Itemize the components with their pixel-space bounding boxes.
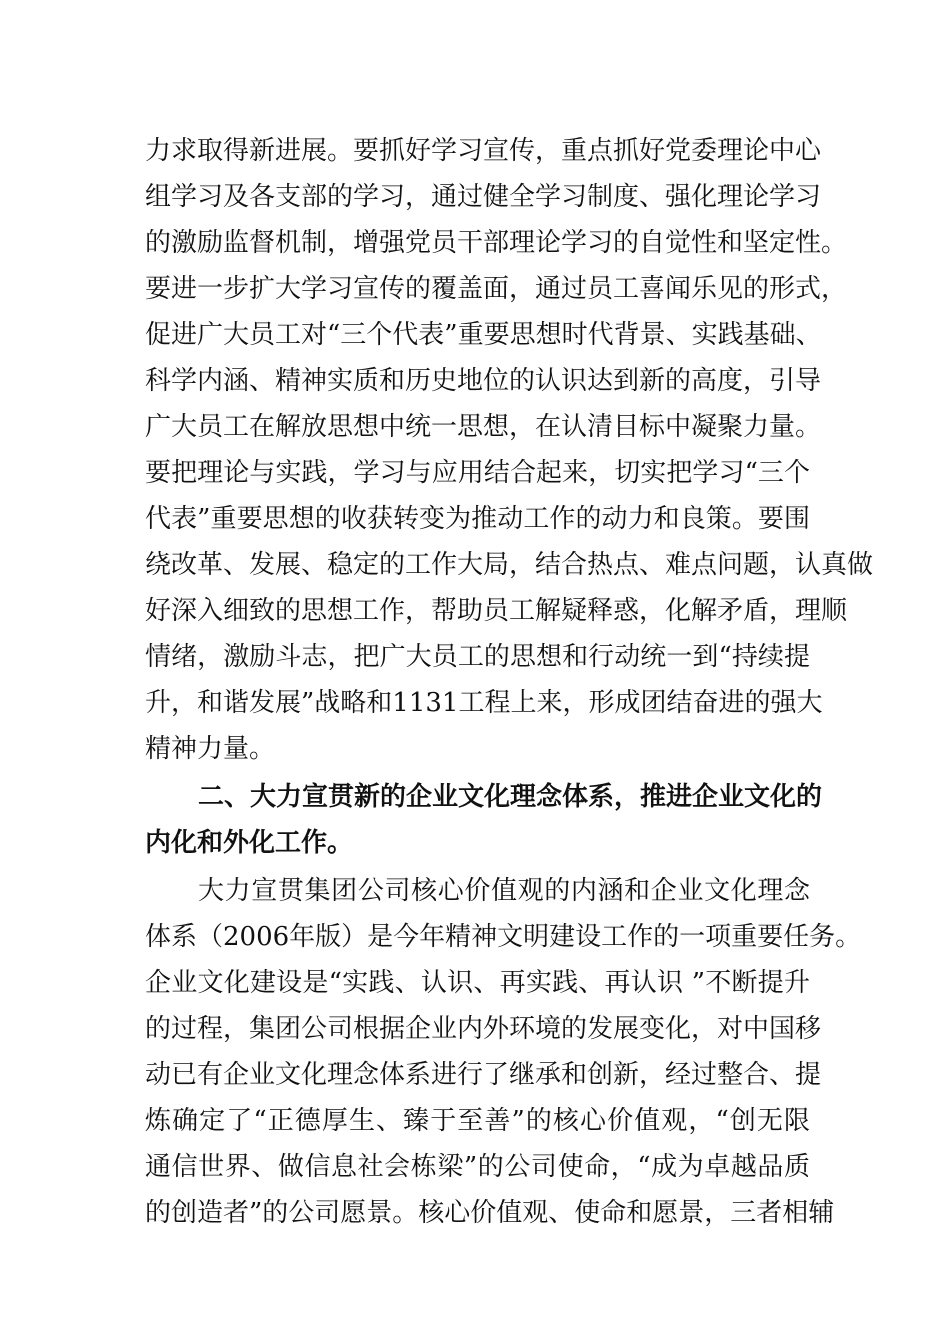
- paragraph-line: 绕改革、发展、稳定的工作大局，结合热点、难点问题，认真做: [145, 550, 874, 580]
- paragraph-line: 力求取得新进展。要抓好学习宣传，重点抓好党委理论中心: [145, 136, 822, 166]
- paragraph-line: 要把理论与实践，学习与应用结合起来，切实把学习“三个: [145, 458, 810, 488]
- paragraph-line: 情绪，激励斗志，把广大员工的思想和行动统一到“持续提: [145, 642, 810, 672]
- paragraph-line: 精神力量。: [145, 734, 276, 764]
- paragraph-line: 要进一步扩大学习宣传的覆盖面，通过员工喜闻乐见的形式，: [145, 274, 848, 304]
- paragraph-line: 科学内涵、精神实质和历史地位的认识达到新的高度，引导: [145, 366, 822, 396]
- paragraph-line: 代表”重要思想的收获转变为推动工作的动力和良策。要围: [145, 504, 810, 534]
- paragraph-line: 企业文化建设是“实践、认识、再实践、再认识 ”不断提升: [145, 968, 810, 998]
- paragraph-line: 的创造者”的公司愿景。核心价值观、使命和愿景，三者相辅: [145, 1198, 835, 1228]
- paragraph-line: 的激励监督机制，增强党员干部理论学习的自觉性和坚定性。: [145, 228, 848, 258]
- paragraph-line: 升，和谐发展”战略和1131工程上来，形成团结奋进的强大: [145, 688, 823, 718]
- paragraph-line: 动已有企业文化理念体系进行了继承和创新，经过整合、提: [145, 1060, 822, 1090]
- section-heading: 内化和外化工作。: [145, 828, 354, 858]
- paragraph-line: 好深入细致的思想工作，帮助员工解疑释惑，化解矛盾，理顺: [145, 596, 848, 626]
- paragraph-line: 体系（2006年版）是今年精神文明建设工作的一项重要任务。: [145, 922, 862, 952]
- paragraph-line: 的过程，集团公司根据企业内外环境的发展变化，对中国移: [145, 1014, 822, 1044]
- paragraph-line: 通信世界、做信息社会栋梁”的公司使命，“成为卓越品质: [145, 1152, 810, 1182]
- paragraph-line: 广大员工在解放思想中统一思想，在认清目标中凝聚力量。: [145, 412, 822, 442]
- section-heading: 二、大力宣贯新的企业文化理念体系，推进企业文化的: [198, 782, 823, 812]
- paragraph-line: 促进广大员工对“三个代表”重要思想时代背景、实践基础、: [145, 320, 822, 350]
- paragraph-line: 大力宣贯集团公司核心价值观的内涵和企业文化理念: [198, 876, 810, 906]
- paragraph-line: 炼确定了“正德厚生、臻于至善”的核心价值观，“创无限: [145, 1106, 810, 1136]
- paragraph-line: 组学习及各支部的学习，通过健全学习制度、强化理论学习: [145, 182, 822, 212]
